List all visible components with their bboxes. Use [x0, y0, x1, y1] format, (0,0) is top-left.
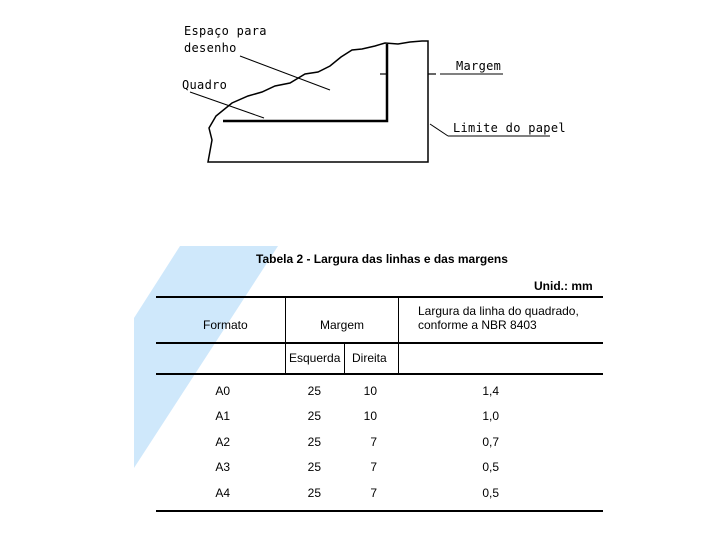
- cell-largura: 1,4: [482, 384, 499, 398]
- cell-direita: 7: [370, 486, 377, 500]
- label-quadro: Quadro: [182, 78, 228, 92]
- cell-esquerda: 25: [307, 486, 321, 500]
- table-unit: Unid.: mm: [534, 279, 593, 293]
- table-top-rule: [156, 296, 603, 298]
- cell-direita: 7: [370, 435, 377, 449]
- cell-esquerda: 25: [307, 384, 321, 398]
- cell-formato: A0: [215, 384, 230, 398]
- table-header-rule: [156, 342, 603, 344]
- cell-direita: 10: [363, 409, 377, 423]
- leader-espaco: [240, 56, 330, 90]
- col-divider-esq-dir: [344, 343, 345, 375]
- table-bottom-rule: [156, 510, 603, 512]
- cell-formato: A4: [215, 486, 230, 500]
- col-divider-margem: [398, 297, 399, 375]
- label-espaco-line2: desenho: [184, 41, 237, 55]
- cell-direita: 10: [363, 384, 377, 398]
- cell-largura: 0,7: [482, 435, 499, 449]
- frame-line: [223, 44, 387, 121]
- label-limite: Limite do papel: [453, 121, 566, 135]
- cell-largura: 0,5: [482, 460, 499, 474]
- header-formato: Formato: [203, 318, 248, 332]
- cell-formato: A2: [215, 435, 230, 449]
- leader-limite: [430, 124, 448, 136]
- table-subheader-rule: [156, 373, 603, 375]
- cell-formato: A1: [215, 409, 230, 423]
- cell-direita: 7: [370, 460, 377, 474]
- table-title: Tabela 2 - Largura das linhas e das margens: [256, 252, 508, 266]
- paper-limit-outline: [208, 41, 428, 162]
- header-direita: Direita: [352, 351, 387, 365]
- header-esquerda: Esquerda: [289, 351, 341, 365]
- cell-esquerda: 25: [307, 460, 321, 474]
- stripe-shape: [134, 246, 278, 468]
- cell-largura: 1,0: [482, 409, 499, 423]
- leader-quadro: [190, 92, 264, 118]
- cell-esquerda: 25: [307, 409, 321, 423]
- cell-esquerda: 25: [307, 435, 321, 449]
- col-divider-formato: [285, 297, 286, 375]
- header-margem: Margem: [320, 318, 365, 332]
- paper-diagram: [0, 0, 720, 200]
- label-margem: Margem: [456, 59, 502, 73]
- label-espaco-line1: Espaço para: [184, 24, 267, 38]
- cell-formato: A3: [215, 460, 230, 474]
- header-largura: Largura da linha do quadrado, conforme a NBR 8403: [418, 304, 579, 332]
- cell-largura: 0,5: [482, 486, 499, 500]
